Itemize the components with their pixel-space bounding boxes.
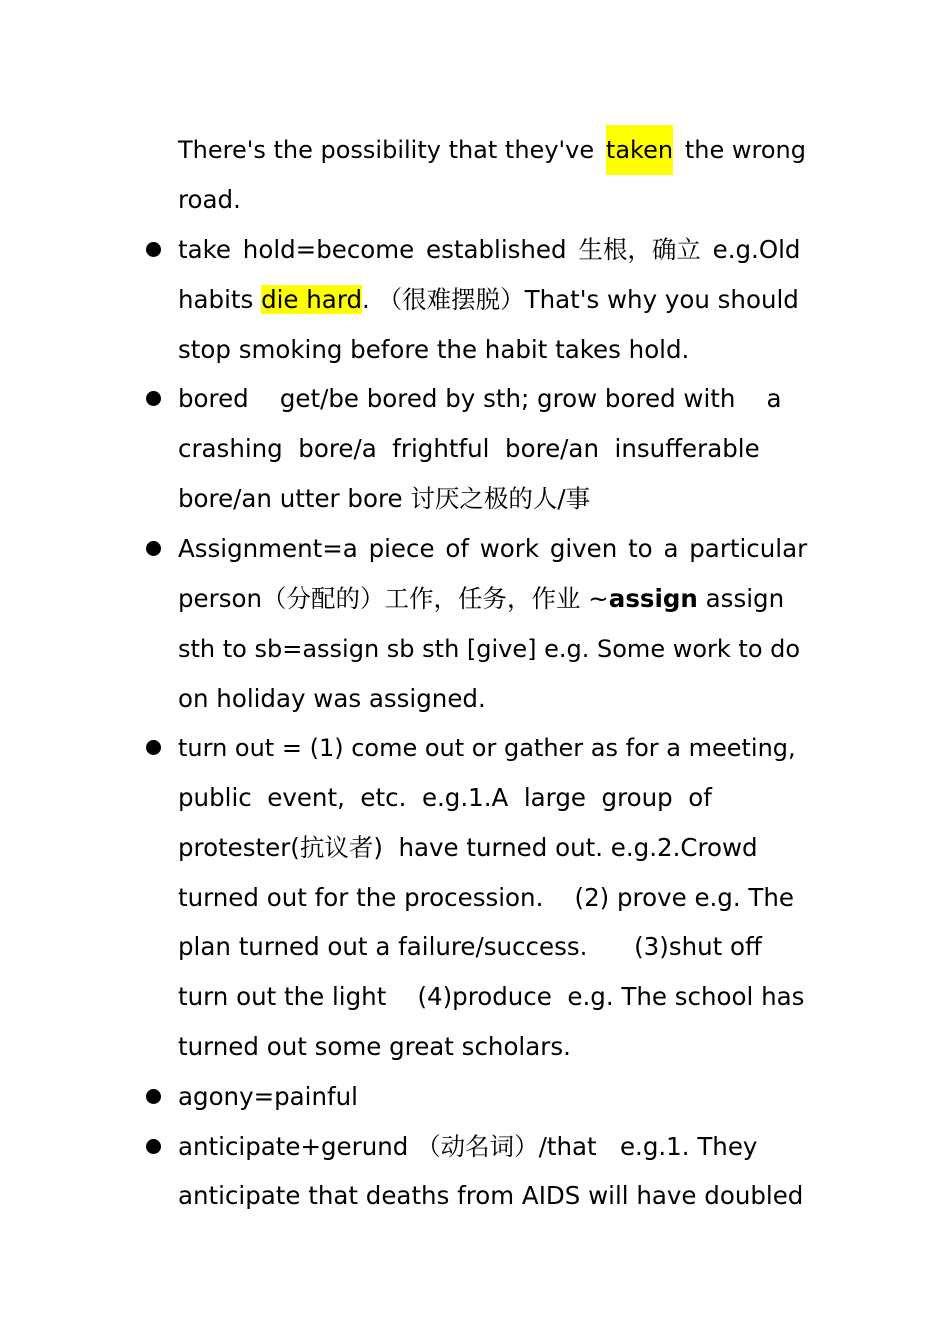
highlighted-text: taken [606,125,673,175]
text-segment: There's the possibility that they've [178,136,602,164]
text-line [178,275,806,325]
text-line: protester(抗议者) have turned out. e.g.2.Crowd [178,833,758,862]
text-line: turn out the light (4)produce e.g. The school has [178,982,805,1011]
bullet-take-hold [146,242,161,257]
text-line: anticipate that deaths from AIDS will have doubled [178,1181,804,1210]
bullet-agony [146,1089,161,1104]
text-line: bore/an utter bore 讨厌之极的人/事 [178,484,591,513]
text-line: agony=painful [178,1082,358,1111]
text-line [178,574,806,624]
text-line: anticipate+gerund （动名词）/that e.g.1. They [178,1132,758,1161]
highlighted-text: die hard [261,285,363,314]
text-segment: the wrong [677,136,806,164]
text-segment: assign [697,584,785,613]
text-line: turned out for the procession. (2) prove e.g. The [178,883,794,912]
bullet-anticipate [146,1139,161,1154]
text-segment: habits [178,285,262,314]
text-line: bored get/be bored by sth; grow bored with a [178,384,782,413]
text-line: turn out = (1) come out or gather as for a meeting, [178,734,796,762]
text-line: crashing bore/a frightful bore/an insufferable [178,434,760,463]
text-line: take hold=become established 生根，确立 e.g.Old [178,235,801,264]
text-line: turned out some great scholars. [178,1032,571,1061]
text-line: sth to sb=assign sb sth [give] e.g. Some work to do [178,635,801,663]
bold-term: assign [608,584,698,613]
bullet-turn-out [146,740,161,755]
text-line: road. [178,185,241,214]
text-line [178,125,806,175]
text-line: stop smoking before the habit takes hold. [178,335,690,364]
text-segment: person（分配的）工作，任务，作业 ~ [178,584,609,613]
bullet-bored [146,391,161,406]
bullet-assignment [146,541,161,556]
text-segment: . （很难摆脱）That's why you should [362,285,799,314]
text-line: public event, etc. e.g.1.A large group of [178,783,712,812]
text-line: plan turned out a failure/success. (3)shut off [178,932,762,961]
text-line: Assignment=a piece of work given to a particular [178,534,808,563]
text-line: on holiday was assigned. [178,684,486,713]
